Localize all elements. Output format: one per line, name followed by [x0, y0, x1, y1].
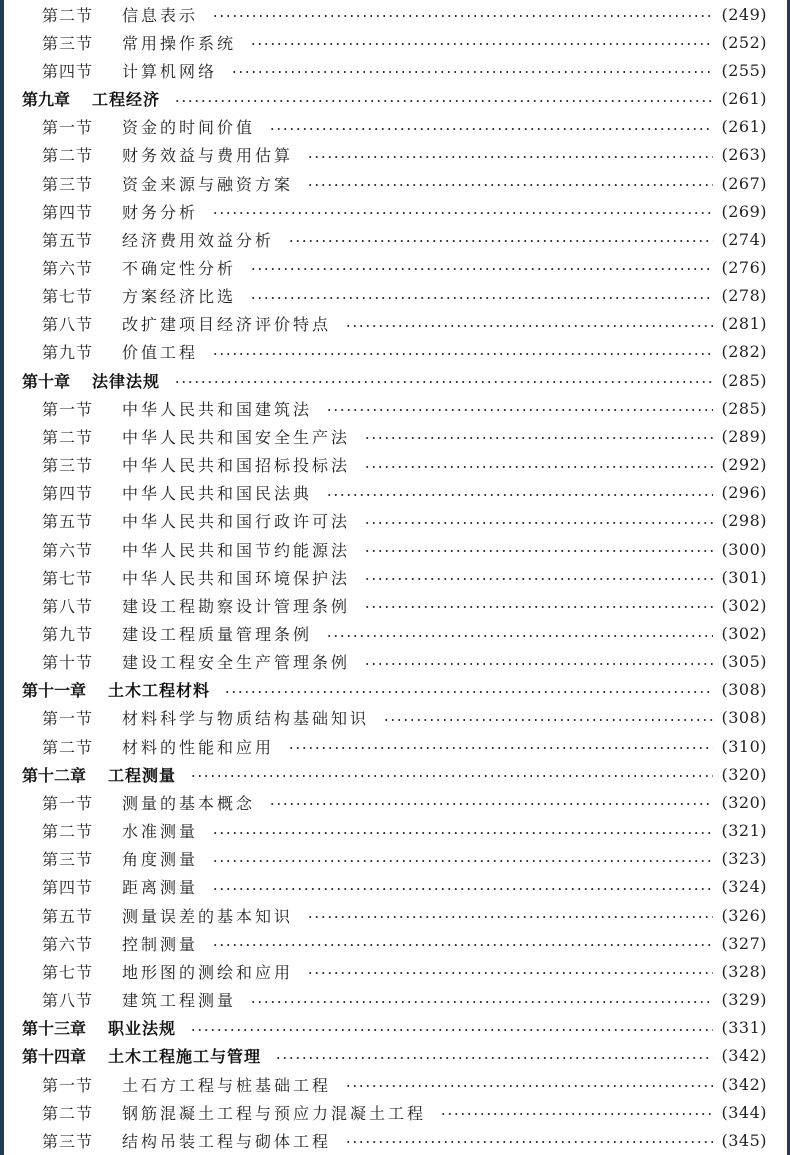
section-number: 第七节	[42, 287, 94, 307]
page-number: (276)	[721, 257, 767, 277]
section-number: 第二节	[42, 5, 94, 25]
page-number: (292)	[721, 455, 767, 475]
dot-leader	[307, 972, 713, 974]
page-number: (326)	[721, 905, 767, 925]
dot-leader	[212, 944, 713, 946]
page-number: (302)	[721, 595, 767, 615]
toc-section-entry[interactable]	[4, 28, 787, 56]
page-number: (323)	[721, 849, 767, 869]
toc-chapter-entry[interactable]	[4, 760, 787, 788]
chapter-title: 法律法规	[92, 371, 161, 391]
section-number: 第二节	[42, 1103, 94, 1123]
section-title: 中华人民共和国行政许可法	[122, 512, 351, 532]
dot-leader	[307, 184, 713, 186]
toc-section-entry[interactable]	[4, 619, 787, 647]
dot-leader	[364, 522, 713, 524]
toc-section-entry[interactable]	[4, 338, 787, 366]
section-number: 第一节	[42, 1075, 94, 1095]
page-number: (301)	[721, 567, 767, 587]
toc-section-entry[interactable]	[4, 929, 787, 957]
page-number: (296)	[721, 483, 767, 503]
section-number: 第五节	[42, 906, 94, 926]
section-number: 第五节	[42, 512, 94, 532]
toc-section-entry[interactable]	[4, 1098, 787, 1126]
page-number: (269)	[721, 201, 767, 221]
page-number: (320)	[721, 792, 767, 812]
toc-page	[4, 0, 787, 1155]
section-title: 价值工程	[122, 343, 199, 363]
section-number: 第四节	[42, 878, 94, 898]
section-number: 第三节	[42, 850, 94, 870]
section-number: 第八节	[42, 596, 94, 616]
section-title: 中华人民共和国节约能源法	[122, 540, 351, 560]
toc-section-entry[interactable]	[4, 507, 787, 535]
section-title: 中华人民共和国建筑法	[122, 399, 313, 419]
page-number: (278)	[721, 286, 767, 306]
section-number: 第一节	[42, 793, 94, 813]
section-number: 第四节	[42, 484, 94, 504]
toc-section-entry[interactable]	[4, 563, 787, 591]
section-title: 常用操作系统	[122, 33, 237, 53]
toc-section-entry[interactable]	[4, 253, 787, 281]
toc-section-entry[interactable]	[4, 197, 787, 225]
section-number: 第八节	[42, 991, 94, 1011]
section-title: 中华人民共和国安全生产法	[122, 427, 351, 447]
section-title: 距离测量	[122, 878, 199, 898]
section-number: 第八节	[42, 315, 94, 335]
section-number: 第六节	[42, 540, 94, 560]
toc-section-entry[interactable]	[4, 451, 787, 479]
dot-leader	[250, 43, 713, 45]
dot-leader	[345, 1141, 713, 1143]
toc-section-entry[interactable]	[4, 1070, 787, 1098]
page-number: (302)	[721, 624, 767, 644]
dot-leader	[212, 832, 713, 834]
dot-leader	[364, 663, 713, 665]
dot-leader	[250, 297, 713, 299]
dot-leader	[174, 100, 713, 102]
dot-leader	[190, 1029, 713, 1031]
page-number: (305)	[721, 652, 767, 672]
page-number: (321)	[721, 821, 767, 841]
dot-leader	[383, 719, 713, 721]
toc-section-entry[interactable]	[4, 845, 787, 873]
page-number: (285)	[721, 370, 767, 390]
toc-section-entry[interactable]	[4, 310, 787, 338]
dot-leader	[212, 860, 713, 862]
section-title: 财务效益与费用估算	[122, 146, 294, 166]
section-number: 第四节	[42, 61, 94, 81]
chapter-title: 职业法规	[108, 1019, 177, 1039]
dot-leader	[212, 353, 713, 355]
section-title: 经济费用效益分析	[122, 230, 275, 250]
section-title: 中华人民共和国环境保护法	[122, 568, 351, 588]
section-title: 建设工程质量管理条例	[122, 625, 313, 645]
dot-leader	[326, 409, 713, 411]
section-number: 第二节	[42, 146, 94, 166]
table-of-contents	[4, 0, 787, 1154]
toc-section-entry[interactable]	[4, 282, 787, 310]
section-number: 第七节	[42, 568, 94, 588]
page-number: (344)	[721, 1102, 767, 1122]
dot-leader	[326, 635, 713, 637]
page-number: (308)	[721, 708, 767, 728]
chapter-number: 第十三章	[22, 1019, 87, 1039]
section-title: 建设工程勘察设计管理条例	[122, 596, 351, 616]
chapter-title: 工程经济	[92, 90, 161, 110]
dot-leader	[364, 606, 713, 608]
page-number: (285)	[721, 398, 767, 418]
section-title: 计算机网络	[122, 61, 218, 81]
section-number: 第三节	[42, 456, 94, 476]
dot-leader	[231, 71, 713, 73]
dot-leader	[345, 1085, 713, 1087]
dot-leader	[364, 466, 713, 468]
dot-leader	[440, 1113, 713, 1115]
dot-leader	[307, 916, 713, 918]
section-title: 中华人民共和国民法典	[122, 484, 313, 504]
page-number: (342)	[721, 1074, 767, 1094]
page-number: (308)	[721, 680, 767, 700]
toc-section-entry[interactable]	[4, 113, 787, 141]
toc-section-entry[interactable]	[4, 704, 787, 732]
toc-section-entry[interactable]	[4, 648, 787, 676]
chapter-title: 工程测量	[108, 765, 177, 785]
dot-leader	[364, 437, 713, 439]
section-title: 不确定性分析	[122, 258, 237, 278]
section-title: 结构吊装工程与砌体工程	[122, 1131, 332, 1151]
page-number: (252)	[721, 32, 767, 52]
toc-section-entry[interactable]	[4, 422, 787, 450]
page-number: (282)	[721, 342, 767, 362]
chapter-number: 第十章	[22, 371, 71, 391]
section-title: 方案经济比选	[122, 287, 237, 307]
dot-leader	[269, 128, 713, 130]
section-title: 建设工程安全生产管理条例	[122, 653, 351, 673]
section-title: 信息表示	[122, 5, 199, 25]
page-number: (261)	[721, 117, 767, 137]
chapter-title: 土木工程材料	[108, 681, 211, 701]
section-number: 第三节	[42, 1131, 94, 1151]
section-title: 测量的基本概念	[122, 793, 256, 813]
dot-leader	[250, 1001, 713, 1003]
page-number: (320)	[721, 764, 767, 784]
toc-section-entry[interactable]	[4, 788, 787, 816]
page-number: (281)	[721, 314, 767, 334]
section-title: 资金来源与融资方案	[122, 174, 294, 194]
section-title: 钢筋混凝土工程与预应力混凝土工程	[122, 1103, 427, 1123]
page-number: (261)	[721, 89, 767, 109]
page-number: (274)	[721, 229, 767, 249]
toc-section-entry[interactable]	[4, 394, 787, 422]
section-title: 材料科学与物质结构基础知识	[122, 709, 370, 729]
page-number: (310)	[721, 736, 767, 756]
section-title: 控制测量	[122, 934, 199, 954]
dot-leader	[224, 691, 713, 693]
dot-leader	[212, 888, 713, 890]
page-number: (263)	[721, 145, 767, 165]
chapter-number: 第十二章	[22, 765, 87, 785]
toc-section-entry[interactable]	[4, 479, 787, 507]
toc-section-entry[interactable]	[4, 1126, 787, 1154]
section-number: 第十节	[42, 653, 94, 673]
section-number: 第三节	[42, 33, 94, 53]
toc-section-entry[interactable]	[4, 732, 787, 760]
toc-chapter-entry[interactable]	[4, 676, 787, 704]
page-number: (342)	[721, 1046, 767, 1066]
toc-section-entry[interactable]	[4, 591, 787, 619]
section-number: 第六节	[42, 934, 94, 954]
toc-section-entry[interactable]	[4, 817, 787, 845]
dot-leader	[212, 212, 713, 214]
section-title: 资金的时间价值	[122, 118, 256, 138]
toc-chapter-entry[interactable]	[4, 1014, 787, 1042]
page-number: (345)	[721, 1130, 767, 1150]
page-number: (267)	[721, 173, 767, 193]
toc-section-entry[interactable]	[4, 901, 787, 929]
section-number: 第七节	[42, 962, 94, 982]
dot-leader	[288, 747, 713, 749]
page-number: (328)	[721, 961, 767, 981]
dot-leader	[307, 156, 713, 158]
section-number: 第四节	[42, 202, 94, 222]
page-number: (298)	[721, 511, 767, 531]
toc-chapter-entry[interactable]	[4, 84, 787, 112]
toc-section-entry[interactable]	[4, 0, 787, 28]
chapter-number: 第十一章	[22, 681, 87, 701]
toc-section-entry[interactable]	[4, 56, 787, 84]
page-number: (327)	[721, 933, 767, 953]
section-title: 水准测量	[122, 822, 199, 842]
section-number: 第三节	[42, 174, 94, 194]
dot-leader	[326, 494, 713, 496]
section-title: 土石方工程与桩基础工程	[122, 1075, 332, 1095]
section-number: 第二节	[42, 737, 94, 757]
chapter-number: 第九章	[22, 90, 71, 110]
toc-section-entry[interactable]	[4, 141, 787, 169]
section-title: 角度测量	[122, 850, 199, 870]
toc-section-entry[interactable]	[4, 873, 787, 901]
section-title: 财务分析	[122, 202, 199, 222]
toc-section-entry[interactable]	[4, 535, 787, 563]
section-title: 测量误差的基本知识	[122, 906, 294, 926]
section-number: 第一节	[42, 118, 94, 138]
section-number: 第五节	[42, 230, 94, 250]
toc-chapter-entry[interactable]	[4, 1042, 787, 1070]
toc-section-entry[interactable]	[4, 957, 787, 985]
page-number: (300)	[721, 539, 767, 559]
section-title: 材料的性能和应用	[122, 737, 275, 757]
dot-leader	[364, 578, 713, 580]
page-number: (331)	[721, 1018, 767, 1038]
section-number: 第九节	[42, 343, 94, 363]
page-number: (329)	[721, 990, 767, 1010]
chapter-number: 第十四章	[22, 1047, 87, 1067]
page-number: (255)	[721, 60, 767, 80]
chapter-title: 土木工程施工与管理	[108, 1047, 262, 1067]
dot-leader	[345, 325, 713, 327]
dot-leader	[275, 1057, 713, 1059]
toc-chapter-entry[interactable]	[4, 366, 787, 394]
section-number: 第六节	[42, 258, 94, 278]
section-title: 地形图的测绘和应用	[122, 962, 294, 982]
section-number: 第一节	[42, 709, 94, 729]
section-number: 第九节	[42, 625, 94, 645]
dot-leader	[269, 803, 713, 805]
toc-section-entry[interactable]	[4, 985, 787, 1013]
dot-leader	[250, 268, 713, 270]
page-number: (289)	[721, 426, 767, 446]
dot-leader	[212, 15, 713, 17]
page-number: (324)	[721, 877, 767, 897]
toc-section-entry[interactable]	[4, 169, 787, 197]
dot-leader	[190, 775, 713, 777]
section-title: 建筑工程测量	[122, 991, 237, 1011]
section-number: 第二节	[42, 822, 94, 842]
dot-leader	[364, 550, 713, 552]
section-number: 第二节	[42, 427, 94, 447]
dot-leader	[288, 240, 713, 242]
toc-section-entry[interactable]	[4, 225, 787, 253]
section-number: 第一节	[42, 399, 94, 419]
dot-leader	[174, 381, 713, 383]
section-title: 改扩建项目经济评价特点	[122, 315, 332, 335]
section-title: 中华人民共和国招标投标法	[122, 456, 351, 476]
page-number: (249)	[721, 4, 767, 24]
